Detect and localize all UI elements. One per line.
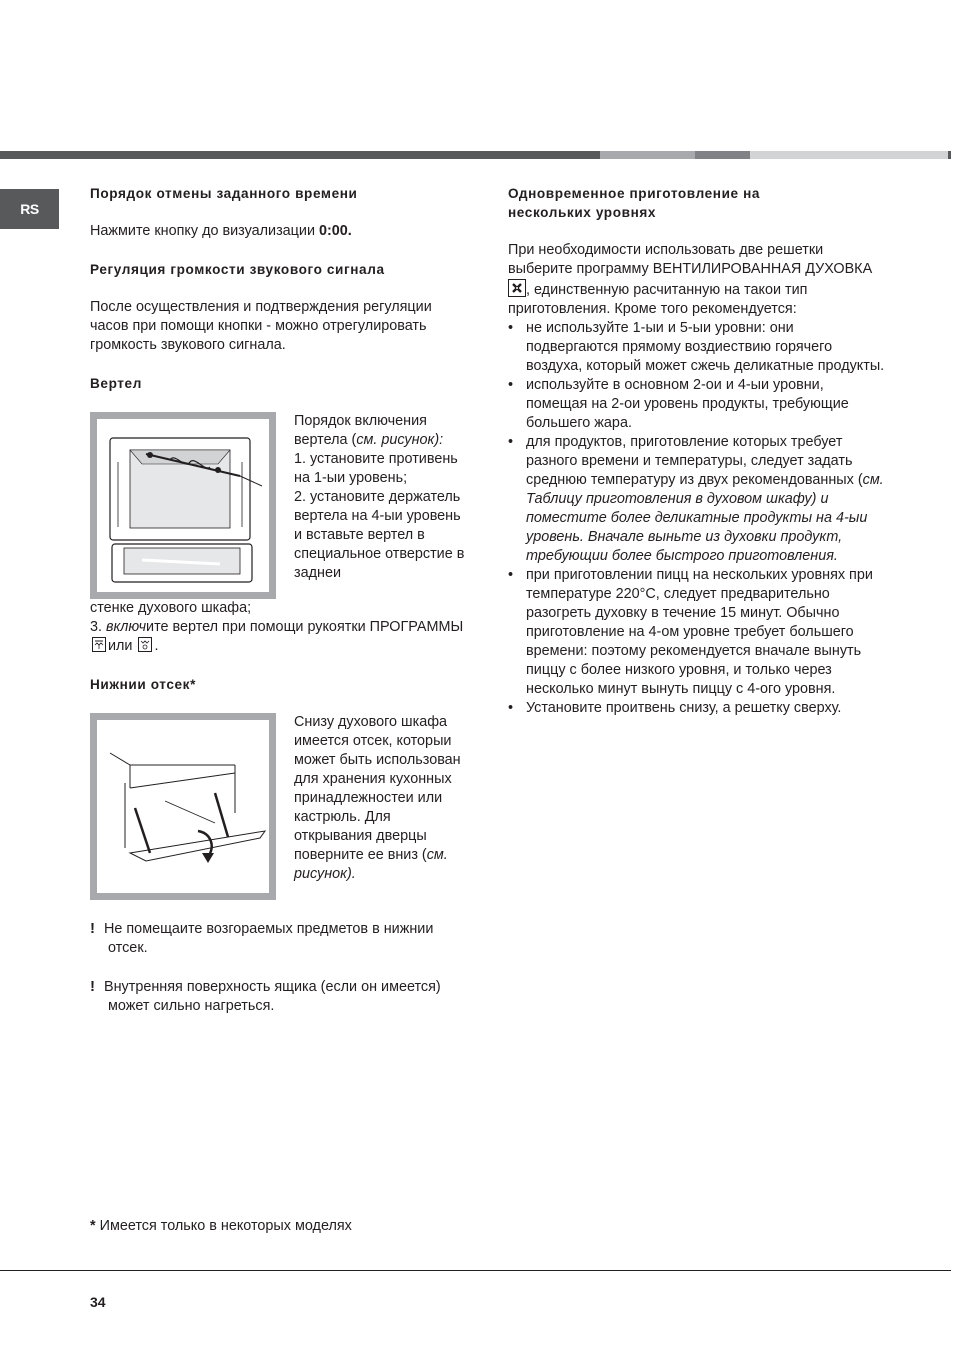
spit-illustration xyxy=(90,412,276,599)
spit-step-1: 1. установите противень на 1-ыи уровень; xyxy=(294,451,458,486)
drawer-heading: Нижнии отсек* xyxy=(90,677,196,692)
spit-section xyxy=(90,412,465,599)
drawer-description xyxy=(294,713,465,884)
warning-flammable: ! Не помещаите возгораемых предметов в нижнии отсек. xyxy=(90,920,434,956)
cancel-time-heading: Порядок отмены заданного времени xyxy=(90,186,358,201)
spit-step-3: 3. включите вертел при помощи рукоятки ПРОГРАММЫ или . xyxy=(90,619,464,654)
header-bar-dark-2 xyxy=(695,151,750,159)
spit-step-2-continued: стенке духового шкафа; xyxy=(90,600,252,616)
fan-oven-icon xyxy=(508,279,526,297)
spit-steps xyxy=(294,412,465,583)
header-bar-light xyxy=(750,151,948,159)
drawer-text: Снизу духового шкафа имеется отсек, которыи может быть использован для хранения кухонных принадлежностеи или кастрюль. Для открывания дверцы поверните ее вниз (см. рисунок). xyxy=(294,714,461,882)
volume-heading: Регуляция громкости звукового сигнала xyxy=(90,262,385,277)
right-column xyxy=(508,184,888,718)
warning-hot-surface: ! Внутренняя поверхность ящика (если он имеется) может сильно нагреться. xyxy=(90,978,441,1014)
recommendations-list xyxy=(508,319,888,718)
page-number: 34 xyxy=(90,1294,106,1310)
spit-step-2: 2. установите держатель вертела на 4-ыи уровень и вставьте вертел в специальное отверстие в заднеи xyxy=(294,489,465,581)
cancel-time-text: Нажмите кнопку до визуализации 0:00. xyxy=(90,223,352,239)
multilevel-heading: Одновременное приготовление на нескольких уровнях xyxy=(508,186,761,220)
header-bar-mid xyxy=(600,151,695,159)
left-column xyxy=(90,184,465,1016)
footer-divider xyxy=(0,1270,951,1271)
list-item: • для продуктов, приготовление которых требует разного времени и температуры, следует задать среднюю температуру из двух рекомендованных (см. Таблицу приготовления в духовом шкафу) и поместите более деликатные продукты на 4-ыи уровень. Вначале выньте из духовки продукт, требующии более быстрого приготовления. xyxy=(508,433,888,566)
drawer-section xyxy=(90,713,465,900)
footnote: * Имеется только в некоторых моделях xyxy=(90,1218,352,1234)
spit-heading: Вертел xyxy=(90,376,142,391)
list-item: • Установите проитвень снизу, а решетку сверху. xyxy=(508,699,888,718)
drawer-illustration xyxy=(90,713,276,900)
header-bar-end xyxy=(948,151,951,159)
grill-program-icon xyxy=(92,637,106,652)
header-bar-dark xyxy=(0,151,600,159)
language-tab: RS xyxy=(0,189,59,229)
list-item: • используйте в основном 2-ои и 4-ыи уровни, помещая на 2-ои уровень продукты, требующие большего жара. xyxy=(508,376,888,433)
spit-intro: Порядок включения вертела (см. рисунок): xyxy=(294,413,444,448)
grill-fan-program-icon xyxy=(138,637,152,652)
volume-text: После осуществления и подтверждения регуляции часов при помощи кнопки - можно отрегулировать громкость звукового сигнала. xyxy=(90,299,432,353)
list-item: • при приготовлении пицц на нескольких уровнях при температуре 220°С, следует предварительно разогреть духовку в течение 15 минут. Обычно приготовление на 4-ом уровне требует большего времени: поэтому рекомендуется вначале вынуть пиццу с более низкого уровня, и только через несколько минут вынуть пиццу с 4-ого уровня. xyxy=(508,566,888,699)
multilevel-intro: При необходимости использовать две решетки выберите программу ВЕНТИЛИРОВАННАЯ ДУХОВКА , единственную расчитанную на такои тип приготовления. Кроме того рекомендуется: xyxy=(508,242,873,317)
list-item: • не используйте 1-ыи и 5-ыи уровни: они подвергаются прямому воздиествию горячего воздуха, который может сжечь деликатные продукты. xyxy=(508,319,888,376)
